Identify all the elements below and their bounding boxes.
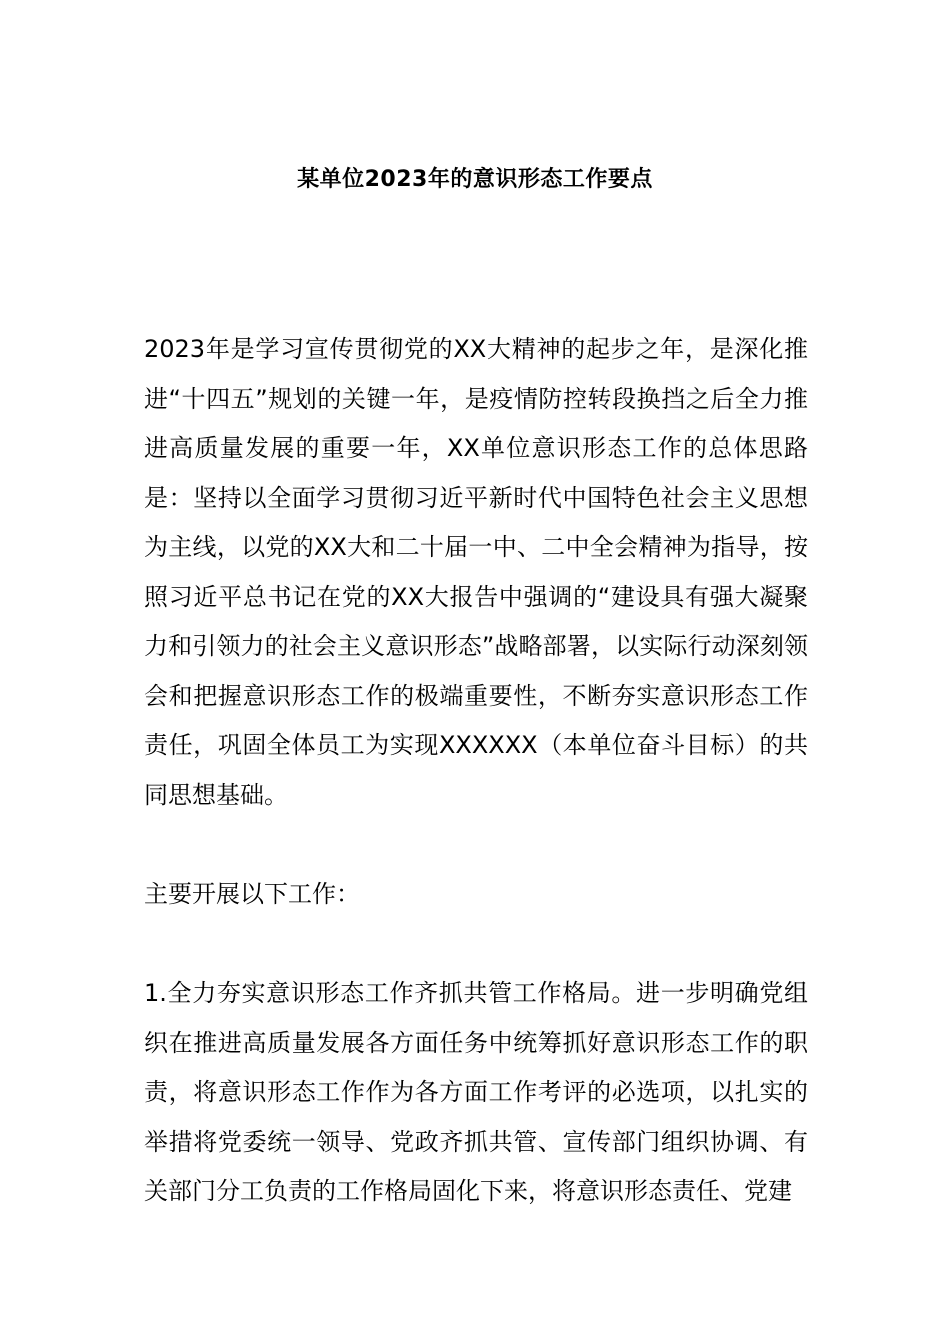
document-title: 某单位2023年的意识形态工作要点 bbox=[297, 167, 653, 192]
item-1-paragraph: 1.全力夯实意识形态工作齐抓共管工作格局。进一步明确党组织在推进高质量发展各方面任务中统筹抓好意识形态工作的职责，将意识形态工作作为各方面工作考评的必选项，以扎实的举措将党委统一领导、党政齐抓共管、宣传部门组织协调、有关部门分工负责的工作格局固化下来，将意识形态责任、党建 bbox=[144, 979, 808, 1205]
intro-paragraph: 2023年是学习宣传贯彻党的XX大精神的起步之年，是深化推进“十四五”规划的关键一年，是疫情防控转段换挡之后全力推进高质量发展的重要一年，XX单位意识形态工作的总体思路是：坚持以全面学习贯彻习近平新时代中国特色社会主义思想为主线，以党的XX大和二十届一中、二中全会精神为指导，按照习近平总书记在党的XX大报告中强调的“建设具有强大凝聚力和引领力的社会主义意识形态”战略部署，以实际行动深刻领会和把握意识形态工作的极端重要性，不断夯实意识形态工作责任，巩固全体员工为实现XXXXXX（本单位奋斗目标）的共同思想基础。 bbox=[144, 335, 808, 809]
lead-paragraph: 主要开展以下工作： bbox=[144, 880, 360, 908]
